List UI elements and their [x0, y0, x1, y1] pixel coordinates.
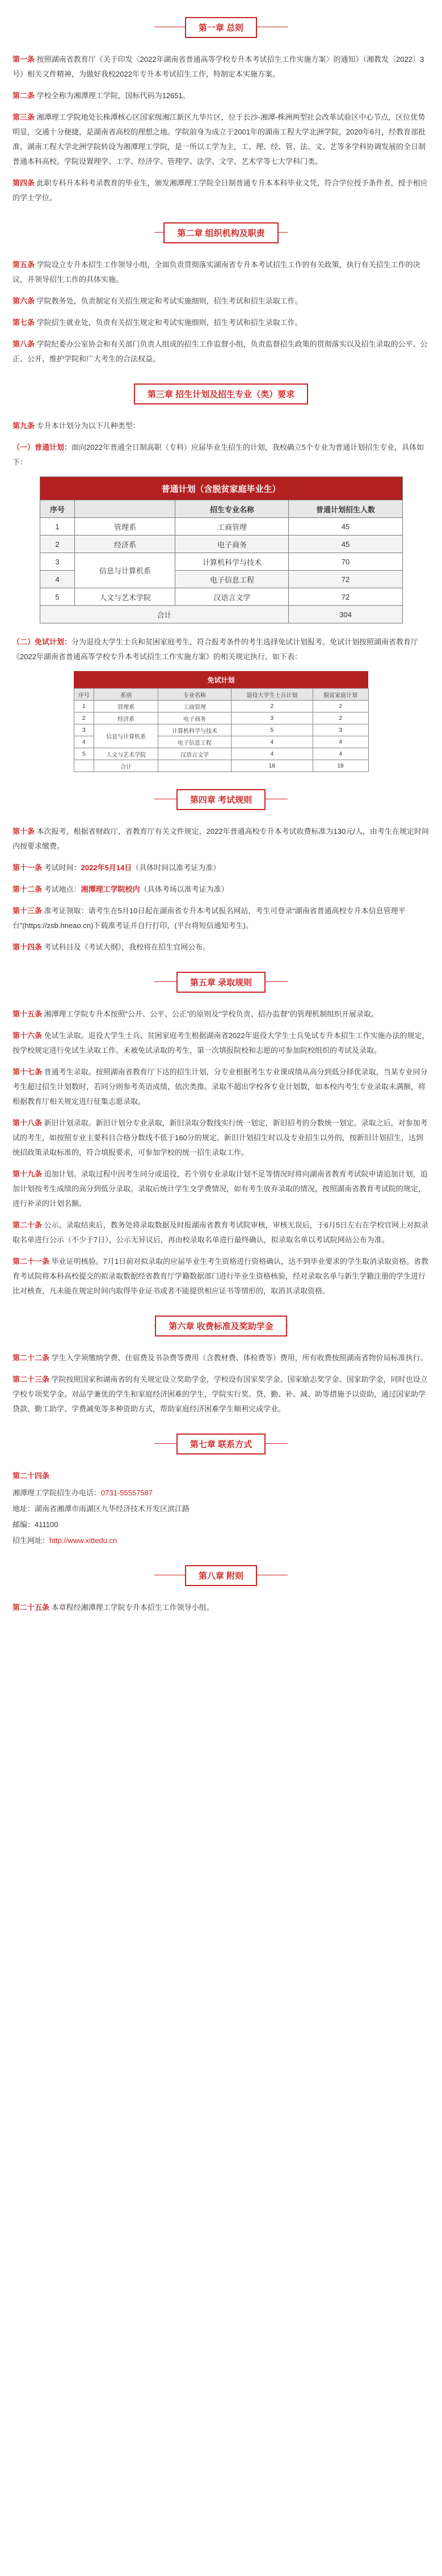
contact-website: 招生网址：http://www.xittedu.cn	[12, 1536, 117, 1545]
article-4: 第四条 此职专科升本科考录教育的毕业生，颁发湘潭理工学院全日制普通专升本本科毕业文凭，符合学位授予条件者，授予相应的学士学位。	[12, 179, 428, 202]
article-2: 第二条 学校全称为湘潭理工学院，国标代码为12651。	[12, 91, 190, 100]
contact-block	[12, 1469, 430, 1548]
article-15: 第十五条 湘潭理工学院专升本按照“公开、公平、公正”的原则及“学校负责、招办监督”的管理机制组织开展录取。	[12, 1010, 378, 1018]
article-14: 第十四条 考试科目及《考试大纲》，我校将在招生官网公布。	[12, 943, 211, 951]
article-22: 第二十二条 学生入学须缴纳学费、住宿费及书杂费等费用（含教材费、体检费等）费用，所有收费按照湖南省物价局标准执行。	[12, 1354, 428, 1362]
chapter-1-heading: 第一章 总则	[12, 10, 430, 44]
article-10: 第十条 本次报考，根据省财政厅、省教育厅有关文件规定，2022年普通高校专升本考试收费标准为130元/人，由考生在规定时间内按要求缴费。	[12, 827, 429, 850]
table-row: 2 经济系 电子商务 45	[40, 536, 402, 553]
article-18: 第十八条 新旧计划录取。新旧计划分专业录取，新旧录取分数线实行统一划定，新旧招考的分数统一划定。录取之后，对参加考试的考生，如按照专业主要科目合格分数线不低于160分的规定。新旧计划招生时以及专业招生以外的，按新旧计划招生，达到统招政策录取标准的，符合填报要求，可参加学校的统一招生录取工作。	[12, 1119, 428, 1157]
table-row: 3 信息与计算机系 计算机科学与技术 70	[40, 553, 402, 571]
chapter-3-heading: 第三章 招生计划及招生专业（类）要求	[12, 377, 430, 411]
exempt-plan-table: 免试计划 序号 系别 专业名称 退役大学生士兵计划 脱贫家庭计划 1 管理系 工商管理 2 2 2 经济系 电子商务 3 2 3 信息与计算机系 计算机科学与技术 5 3 4 电子信息工程 4 4 5 人文与艺术学院 汉语言文学 4 4 合计 18 18	[74, 671, 369, 772]
article-6: 第六条 学院教务处，负责制定有关招生规定和考试实施细则，招生考试和招生录取工作。	[12, 297, 302, 305]
article-16: 第十六条 免试生录取。退役大学生士兵、贫困家庭考生根据湖南省2022年退役大学生士兵免试专升本招生工作实施办法的规定，按学校规定进行免试生录取工作。未被免试录取的考生，第一次填报院校和志愿的可参加院校组织的考试及录取。	[12, 1031, 430, 1055]
chapter-5-heading: 第五章 录取规则	[12, 965, 430, 999]
document	[0, 10, 442, 1615]
contact-title: 第二十四条	[12, 1472, 50, 1480]
chapter-6-heading: 第六章 收费标准及奖助学金	[12, 1309, 430, 1343]
article-8: 第八条 学院纪委办公室协会和有关部门负责人组成的招生工作监督小组，负责监督招生政策的贯彻落实以及招生录取的公平、公正、公开，维护学院和广大考生的合法权益。	[12, 340, 428, 363]
col-header	[75, 500, 175, 518]
article-23: 第二十三条 学院按照国家和湖南省的有关规定设立奖助学金，学校设有国家奖学金、国家励志奖学金、国家助学金，同时也设立学校专项奖学金。对品学兼优的学生和家庭经济困难的学生，学院实行奖、贷、勤、补、减、助等措施予以资助，通过国家助学贷款、勤工助学、学费减免等多种资助方式，帮助家庭经济困难学生顺利完成学业。	[12, 1375, 428, 1413]
contact-zip: 邮编：411100	[12, 1520, 58, 1529]
table-caption: 普通计划（含脱贫家庭毕业生）	[40, 477, 402, 500]
col-header: 序号	[40, 500, 75, 518]
plan-exempt-desc: （二）免试计划：分为退役大学生士兵和贫困家庭考生，符合报考条件的考生选择免试计划报考。免试计划按照湖南省教育厅《2022年湖南省普通高等学校专升本考试招生工作实施方案》的相关规定执行，如下表：	[12, 638, 419, 661]
chapter-4-heading: 第四章 考试规则	[12, 782, 430, 816]
contact-phone: 湘潭理工学院招生办电话：0731-55557587	[12, 1489, 153, 1497]
col-header: 招生专业名称	[175, 500, 289, 518]
table-row: 4 电子信息工程 72	[40, 571, 402, 588]
contact-address: 地址：湖南省湘潭市雨湖区九华经济技术开发区滨江路	[12, 1504, 190, 1513]
article-5: 第五条 学院设立专升本招生工作领导小组，全面负责贯彻落实湖南省专升本考试招生工作的有关政策，执行有关招生工作的决议，并领导招生工作的具体实施。	[12, 260, 420, 284]
chapter-7-heading: 第七章 联系方式	[12, 1427, 430, 1461]
article-1: 第一条 按照湖南省教育厅《关于印发〈2022年湖南省普通高等学校专升本考试招生工作实施方案〉的通知》（湘教发〔2022〕3号）相关文件精神，为做好我校2022年专升本考试招生工作，特制定本实施方案。	[12, 55, 424, 78]
table-total-row: 合计 18 18	[74, 760, 368, 772]
article-3: 第三条 湘潭理工学院地处长株潭核心区国家级湘江新区九华片区，位于长沙-湘潭-株洲两型社会改革试验区中心节点，区位优势明显，交通十分便捷，是湖南省高校的理想之地。学院前身为成立于2001年的湖南工程大学北洲学院，2020年6月，经教育部批准，湖南工程大学北洲学院转设为湘潭理工学院，是一所以工学为主，工、理、经、管、法、文、艺等多学科协调发展的全日制普通本科高校。学院设置理学、工学、经济学、管理学、法学、文学、艺术学等七大学科门类。	[12, 113, 426, 166]
article-11: 第十一条 考试时间：2022年5月14日（具体时间以准考证为准）	[12, 863, 221, 872]
article-25: 第二十五条 本章程经湘潭理工学院专升本招生工作领导小组。	[12, 1603, 214, 1612]
article-19: 第十九条 追加计划。录取过程中因考生同分或退役，若个别专业录取计划不足等情况时将向湖南省教育考试院申请追加计划，追加计划按考生成绩的高分到低分录取。录取后统计学生交学费情况，如有考生放弃录取的情况，按照湖南省教育考试院的规定，进行补录的计划名额。	[12, 1170, 428, 1208]
chapter-2-heading: 第二章 组织机构及职责	[12, 216, 430, 250]
article-12: 第十二条 考试地点：湘潭理工学院校内（具体考场以准考证为准）	[12, 885, 229, 893]
table-row: 3 信息与计算机系 计算机科学与技术 5 3	[74, 724, 368, 736]
table-row: 4 电子信息工程 4 4	[74, 736, 368, 748]
table-row: 5 人文与艺术学院 汉语言文学 4 4	[74, 748, 368, 760]
ordinary-plan-table	[40, 477, 403, 623]
article-21: 第二十一条 毕业证明核验。7月1日前对拟录取的应届毕业生考生资格进行资格确认，达不到毕业要求的学生取消录取资格。省教育考试院将本科高校提交的拟录取数据经省教育厅学籍数据部门进行毕业生资格核验，经对录取名单与新生学籍注册的学生进行比对核查，凡未能在规定时间内取得毕业证书或者不能提供相应证书等情形的，取消其录取资格。	[12, 1257, 429, 1295]
table-row: 1 管理系 工商管理 45	[40, 518, 402, 536]
website-link[interactable]: http://www.xittedu.cn	[49, 1536, 117, 1545]
article-20: 第二十条 公示。录取结束后，教务处将录取数据及时报湖南省教育考试院审核，审核无误后，于6月5日左右在学校官网上对拟录取名单进行公示（不少于7日），公示无异议后，再由校录取名单进行最终确认，拟录取名单以考试院网站公布为准。	[12, 1221, 429, 1244]
article-13: 第十三条 准考证领取：请考生在5月10日起在湖南省专升本考试报名网站，考生可登录“湖南省普通高校专升本信息管理平台”(https://zsb.hneao.cn)下载准考证并自行打印，(平台将短信通知考生)。	[12, 907, 406, 930]
table-total-row: 合计 304	[40, 606, 402, 623]
table-row: 1 管理系 工商管理 2 2	[74, 701, 368, 712]
col-header: 普通计划招生人数	[289, 500, 402, 518]
article-17: 第十七条 普通考生录取。按照湖南省教育厅下达的招生计划，分专业根据考生专业课成绩从高分到低分择优录取，当某专业同分考生超过招生计划数时，若同分则参考英语成绩，依次类推。录取不超出学校各专业计划数，如本校内考生专业录取未满额，将根据教育厅相关规定进行征集志愿录取。	[12, 1068, 428, 1106]
table-row: 5 人文与艺术学院 汉语言文学 72	[40, 588, 402, 606]
article-7: 第七条 学院招生就业处，负责有关招生规定和考试实施细则，招生考试和招生录取工作。	[12, 318, 302, 327]
article-9: 第九条 专升本计划分为以下几种类型：	[12, 421, 140, 430]
plan-ordinary-desc: （一）普通计划：面向2022年普通全日制高职（专科）应届毕业生招生的计划，我校确立5个专业为普通计划招生专业，具体如下：	[12, 443, 424, 466]
table-caption: 免试计划	[74, 671, 368, 689]
table-row: 2 经济系 电子商务 3 2	[74, 712, 368, 724]
chapter-8-heading: 第八章 附则	[12, 1558, 430, 1592]
